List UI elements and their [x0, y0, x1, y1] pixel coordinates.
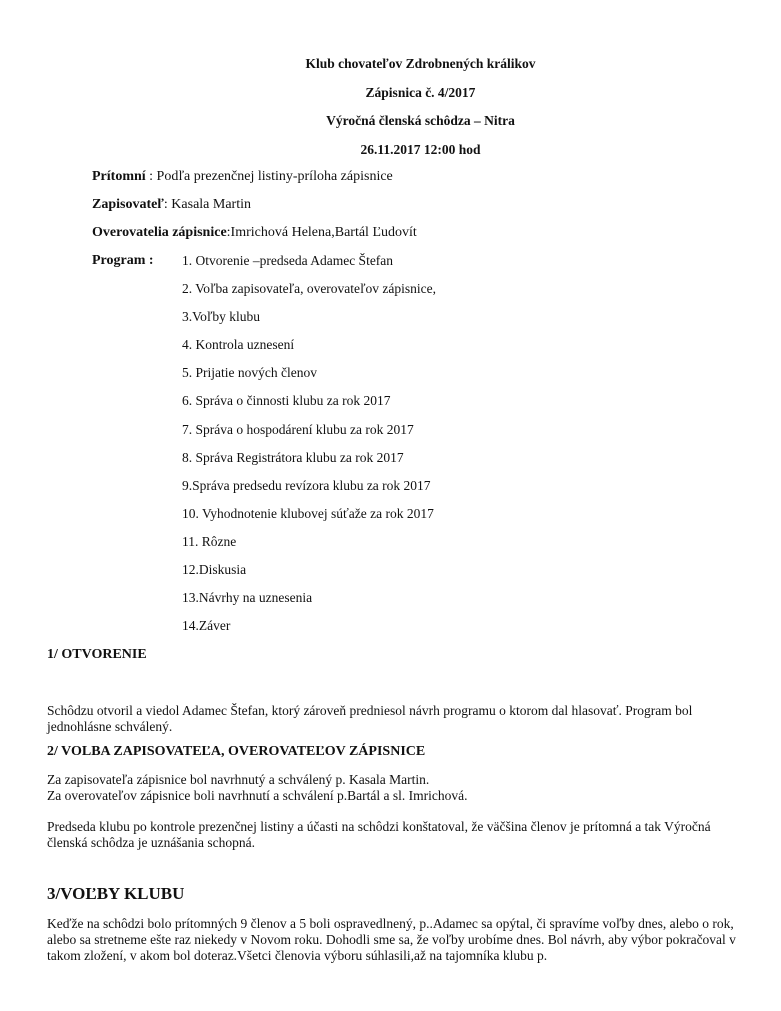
verifiers-line [92, 225, 417, 241]
org-title: Klub chovateľov Zdrobnených králikov [305, 56, 536, 71]
recorder-value: : Kasala Martin [163, 197, 251, 212]
program-item: 11. Rôzne [182, 533, 237, 549]
program-item: 1. Otvorenie –predseda Adamec Štefan [182, 253, 394, 268]
program-item: 2. Voľba zapisovateľa, overovateľov zápisnice, [182, 281, 436, 297]
program-item: 5. Prijatie nových členov [182, 365, 317, 381]
section-text-opening: Schôdzu otvoril a viedol Adamec Štefan, ktorý zároveň predniesol návrh programu o ktorom dal hlasovať. Program bol jednohlásne schválený. [47, 703, 693, 734]
present-label: Prítomní [92, 169, 146, 184]
program-item: 12.Diskusia [182, 562, 247, 578]
present-value: : Podľa prezenčnej listiny-príloha zápisnice [145, 169, 393, 184]
program-item: 13.Návrhy na uznesenia [182, 590, 313, 606]
present-line [92, 169, 393, 185]
section-heading-election: 2/ VOLBA ZAPISOVATEĽA, OVEROVATEĽOV ZÁPISNICE [47, 744, 426, 759]
section-lines-election [47, 772, 747, 804]
program-list [182, 253, 436, 646]
program-item: 10. Vyhodnotenie klubovej súťaže za rok 2017 [182, 505, 434, 521]
program-item: 3.Voľby klubu [182, 309, 260, 325]
recorder-line [92, 197, 251, 213]
document-number: Zápisnica č. 4/2017 [365, 85, 476, 100]
recorder-label: Zapisovateľ [92, 197, 164, 212]
program-item: 6. Správa o činnosti klubu za rok 2017 [182, 393, 391, 409]
meeting-title: Výročná členská schôdza – Nitra [326, 113, 515, 128]
verifiers-label: Overovatelia zápisnice [92, 225, 227, 240]
program-item: 7. Správa o hospodárení klubu za rok 2017 [182, 421, 414, 437]
election-line-recorder: Za zapisovateľa zápisnice bol navrhnutý a schválený p. Kasala Martin. [47, 772, 430, 787]
meeting-datetime: 26.11.2017 12:00 hod [360, 142, 481, 157]
verifiers-value: :Imrichová Helena,Bartál Ľudovít [226, 225, 417, 240]
section-heading-club-elections: 3/VOĽBY KLUBU [47, 884, 185, 903]
election-line-verifiers: Za overovateľov zápisnice boli navrhnutí a schválení p.Bartál a sl. Imrichová. [47, 788, 468, 803]
section-text-club-elections: Keďže na schôdzi bolo prítomných 9 členov a 5 boli ospravedlnený, p..Adamec sa opýtal, či spravíme voľby dnes, alebo o rok, alebo sa stretneme ešte raz niekedy v Novom roku. Dohodli sme sa, že voľby urobíme dnes. Bol návrh, aby výbor pokračoval v takom zložení, v akom bol doteraz.Všetci členovia výboru súhlasili,až na tajomníka klubu p. [47, 916, 736, 963]
section-heading-opening: 1/ OTVORENIE [47, 647, 147, 662]
section-text-quorum: Predseda klubu po kontrole prezenčnej listiny a účasti na schôdzi konštatoval, že väčšina členov je prítomná a tak Výročná členská schôdza je uznášania schopná. [47, 819, 711, 850]
program-item: 9.Správa predsedu revízora klubu za rok 2017 [182, 477, 431, 493]
program-item: 14.Záver [182, 618, 231, 634]
program-item: 4. Kontrola uznesení [182, 337, 295, 353]
program-item: 8. Správa Registrátora klubu za rok 2017 [182, 449, 404, 465]
program-label: Program : [92, 253, 154, 268]
